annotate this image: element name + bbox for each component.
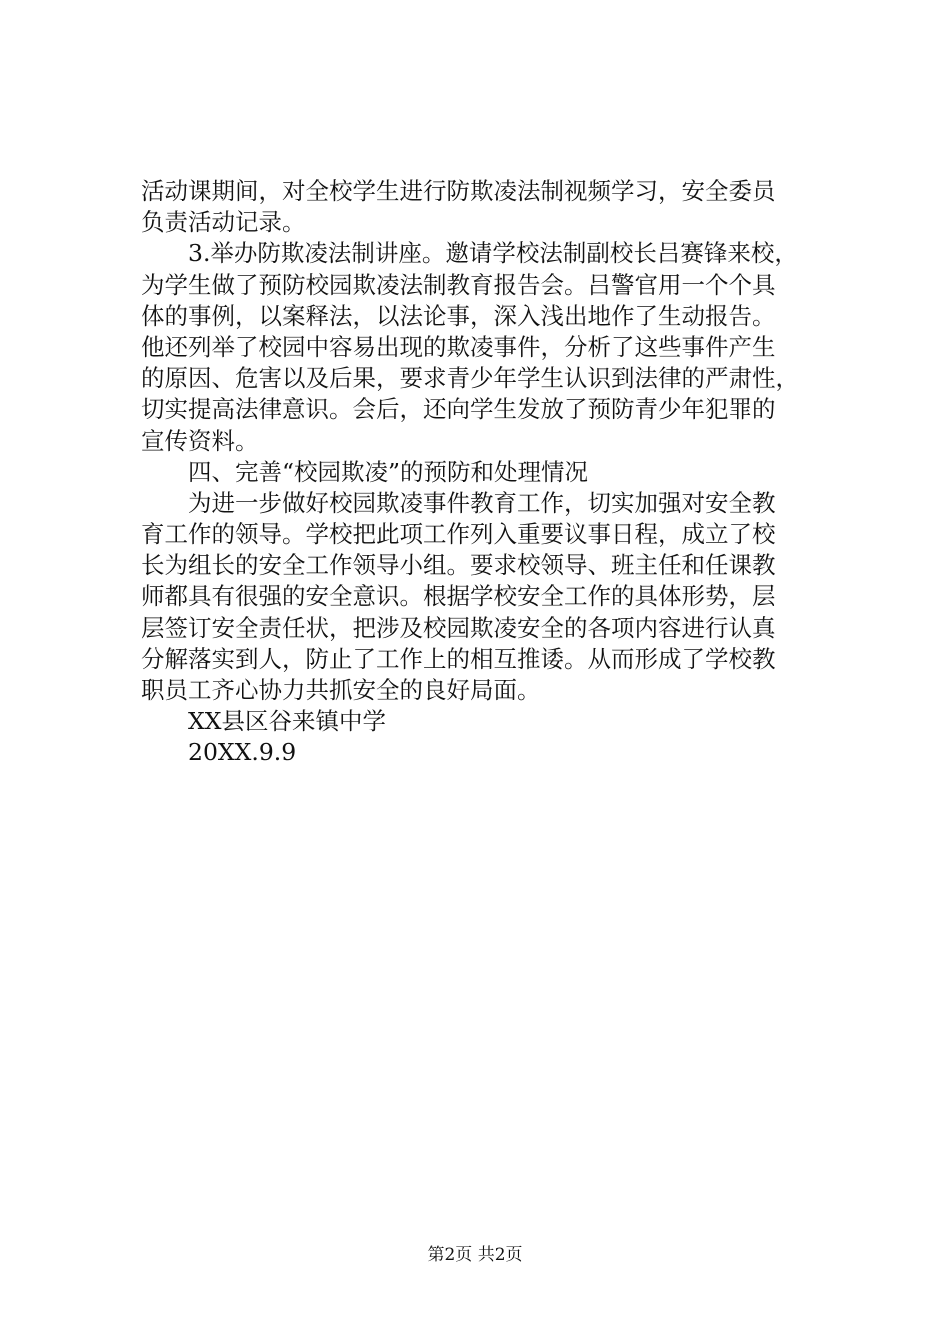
section-heading: 四、完善“校园欺凌”的预防和处理情况 xyxy=(141,457,589,486)
text-line: 负责活动记录。 xyxy=(141,208,306,237)
text-line: 他还列举了校园中容易出现的欺凌事件，分析了这些事件产生 xyxy=(141,332,776,361)
text-line: 3.举办防欺凌法制讲座。邀请学校法制副校长吕赛锋来校， xyxy=(141,239,798,268)
text-line: 体的事例，以案释法，以法论事，深入浅出地作了生动报告。 xyxy=(141,301,776,330)
document-body xyxy=(141,176,841,769)
text-line: 分解落实到人，防止了工作上的相互推诿。从而形成了学校教 xyxy=(141,644,776,673)
text-line: 活动课期间，对全校学生进行防欺凌法制视频学习，安全委员 xyxy=(141,177,776,205)
text-line: 宣传资料。 xyxy=(141,426,259,455)
text-line: 的原因、危害以及后果，要求青少年学生认识到法律的严肃性， xyxy=(141,364,799,393)
text-line: 为学生做了预防校园欺凌法制教育报告会。吕警官用一个个具 xyxy=(141,270,776,299)
signature-organization: XX县区谷来镇中学 xyxy=(141,707,386,736)
signature-date: 20XX.9.9 xyxy=(141,738,297,767)
text-line: 切实提高法律意识。会后，还向学生发放了预防青少年犯罪的 xyxy=(141,395,776,424)
page-indicator: 第2页 共2页 xyxy=(427,1245,523,1265)
text-line: 师都具有很强的安全意识。根据学校安全工作的具体形势，层 xyxy=(141,582,776,611)
text-line: 长为组长的安全工作领导小组。要求校领导、班主任和任课教 xyxy=(141,551,776,580)
text-line: 育工作的领导。学校把此项工作列入重要议事日程，成立了校 xyxy=(141,520,776,549)
page-footer xyxy=(0,1244,950,1266)
text-line: 职员工齐心协力共抓安全的良好局面。 xyxy=(141,676,541,704)
text-line: 为进一步做好校园欺凌事件教育工作，切实加强对安全教 xyxy=(141,488,776,517)
text-line: 层签订安全责任状，把涉及校园欺凌安全的各项内容进行认真 xyxy=(141,613,776,642)
